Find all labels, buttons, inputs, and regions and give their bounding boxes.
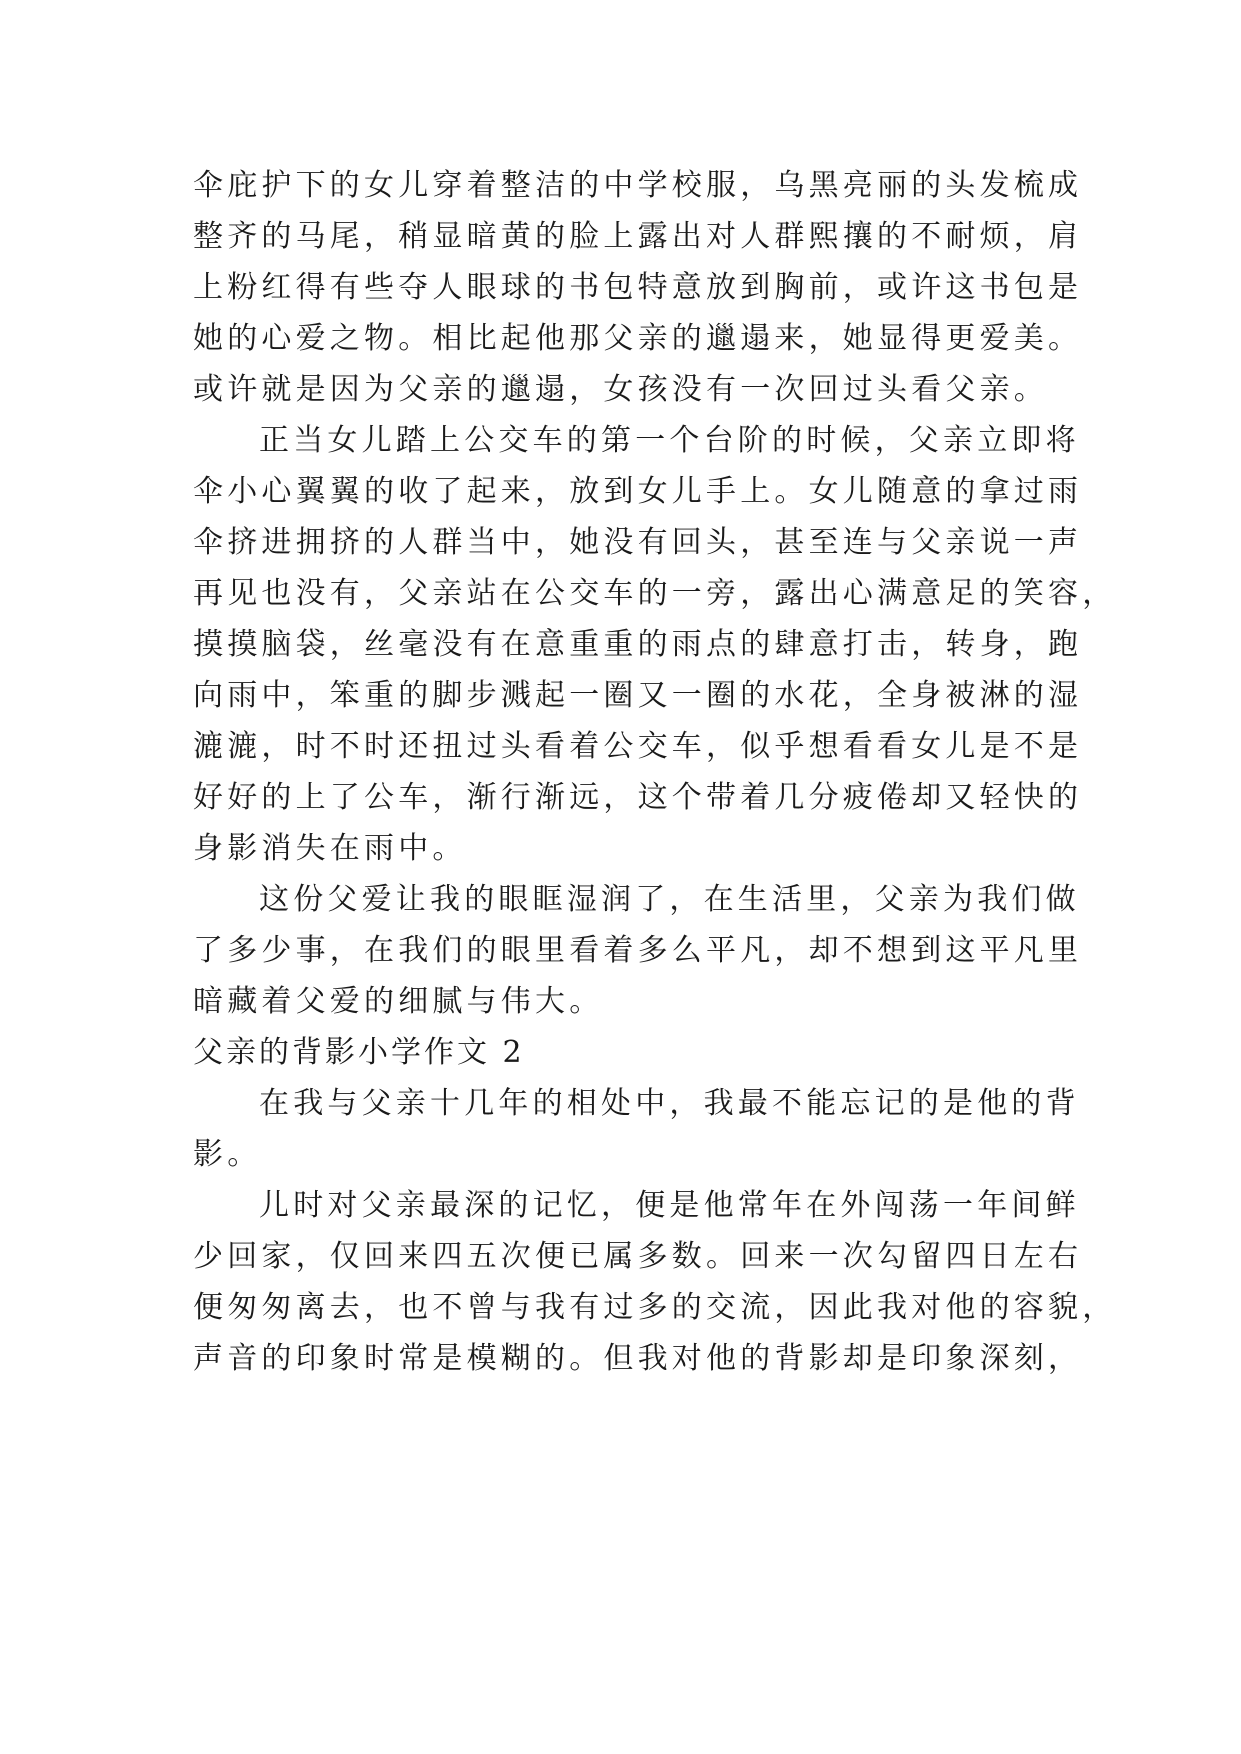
text-line: 影。: [193, 1137, 262, 1172]
text-line: 伞庇护下的女儿穿着整洁的中学校服，乌黑亮丽的头发梳成: [193, 168, 1083, 203]
text-line-paragraph-start: 儿时对父亲最深的记忆，便是他常年在外闯荡一年间鲜: [259, 1188, 1080, 1223]
text-line: 漉漉，时不时还扭过头看着公交车，似乎想看看女儿是不是: [193, 729, 1083, 764]
text-line-paragraph-start: 这份父爱让我的眼眶湿润了，在生活里，父亲为我们做: [259, 882, 1080, 917]
text-line: 整齐的马尾，稍显暗黄的脸上露出对人群熙攘的不耐烦，肩: [193, 219, 1083, 254]
text-line-paragraph-start: 在我与父亲十几年的相处中，我最不能忘记的是他的背: [259, 1086, 1080, 1121]
text-line: 了多少事，在我们的眼里看着多么平凡，却不想到这平凡里: [193, 933, 1083, 968]
text-line: 再见也没有，父亲站在公交车的一旁，露出心满意足的笑容，: [193, 576, 1117, 611]
text-line: 她的心爱之物。相比起他那父亲的邋遢来，她显得更爱美。: [193, 321, 1083, 356]
text-line: 摸摸脑袋，丝毫没有在意重重的雨点的肆意打击，转身，跑: [193, 627, 1083, 662]
text-line: 伞挤进拥挤的人群当中，她没有回头，甚至连与父亲说一声: [193, 525, 1083, 560]
text-line: 向雨中，笨重的脚步溅起一圈又一圈的水花，全身被淋的湿: [193, 678, 1083, 713]
text-line: 便匆匆离去，也不曾与我有过多的交流，因此我对他的容貌，: [193, 1290, 1117, 1325]
essay-body: [193, 160, 1117, 1384]
text-line: 暗藏着父爱的细腻与伟大。: [193, 984, 604, 1019]
text-line: 少回家，仅回来四五次便已属多数。回来一次勾留四日左右: [193, 1239, 1083, 1274]
section-heading: 父亲的背影小学作文 2: [193, 1035, 525, 1070]
text-line: 上粉红得有些夺人眼球的书包特意放到胸前，或许这书包是: [193, 270, 1083, 305]
text-line-paragraph-start: 正当女儿踏上公交车的第一个台阶的时候，父亲立即将: [259, 423, 1080, 458]
text-line: 身影消失在雨中。: [193, 831, 467, 866]
text-line: 好好的上了公车，渐行渐远，这个带着几分疲倦却又轻快的: [193, 780, 1083, 815]
text-line: 伞小心翼翼的收了起来，放到女儿手上。女儿随意的拿过雨: [193, 474, 1083, 509]
text-line: 或许就是因为父亲的邋遢，女孩没有一次回过头看父亲。: [193, 372, 1048, 407]
text-line: 声音的印象时常是模糊的。但我对他的背影却是印象深刻，: [193, 1341, 1083, 1376]
